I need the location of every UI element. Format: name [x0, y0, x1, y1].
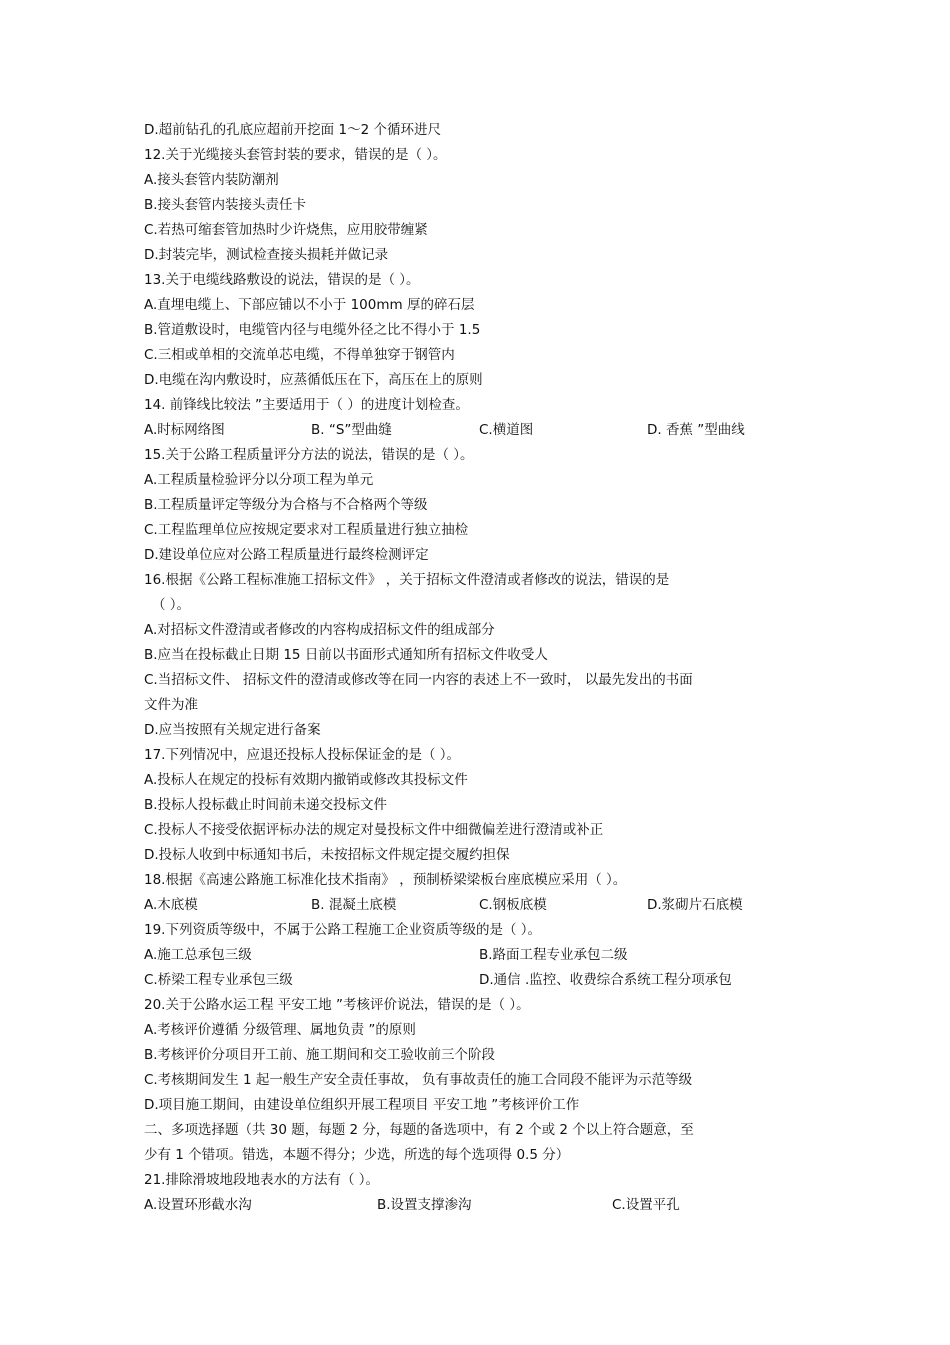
option-text: D.通信 .监控、收费综合系统工程分项承包	[479, 972, 732, 988]
text-line: 15.关于公路工程质量评分方法的说法，错误的是（ ）。	[144, 447, 474, 463]
text-line: A.对招标文件澄清或者修改的内容构成招标文件的组成部分	[144, 622, 495, 638]
text-line: C.三相或单相的交流单芯电缆，不得单独穿于钢管内	[144, 347, 455, 363]
option-text: D. 香蕉 ”型曲线	[647, 422, 745, 438]
text-line: A.投标人在规定的投标有效期内撤销或修改其投标文件	[144, 772, 468, 788]
text-line: 16.根据《公路工程标准施工招标文件》 ，关于招标文件澄清或者修改的说法，错误的是	[144, 572, 670, 588]
text-line: D.建设单位应对公路工程质量进行最终检测评定	[144, 547, 429, 563]
text-line: C.投标人不接受依据评标办法的规定对曼投标文件中细微偏差进行澄清或补正	[144, 822, 604, 838]
text-line: 文件为准	[144, 697, 198, 713]
exam-text	[144, 118, 804, 1218]
text-line: C.考核期间发生 1 起一般生产安全责任事故， 负有事故责任的施工合同段不能评为示范等级	[144, 1072, 693, 1088]
option-text: B.路面工程专业承包二级	[479, 947, 628, 963]
text-line: A.直埋电缆上、下部应铺以不小于 100mm 厚的碎石层	[144, 297, 475, 313]
text-line: D.电缆在沟内敷设时，应蒸循低压在下，高压在上的原则	[144, 372, 483, 388]
text-line: 18.根据《高速公路施工标准化技术指南》 ，预制桥梁梁板台座底模应采用（ ）。	[144, 872, 627, 888]
text-line: 12.关于光缆接头套管封装的要求，错误的是（ ）。	[144, 147, 447, 163]
text-line: A.考核评价遵循 分级管理、属地负责 ”的原则	[144, 1022, 416, 1038]
text-line	[144, 968, 804, 993]
text-line: 20.关于公路水运工程 平安工地 ”考核评价说法，错误的是（ ）。	[144, 997, 530, 1013]
text-line: D.超前钻孔的孔底应超前开挖面 1～2 个循环进尺	[144, 122, 441, 138]
option-text: A.木底模	[144, 897, 198, 913]
option-text: B.设置支撑渗沟	[377, 1197, 472, 1213]
text-line: 14. 前锋线比较法 ”主要适用于（ ）的进度计划检查。	[144, 397, 469, 413]
text-line: D.封装完毕，测试检查接头损耗并做记录	[144, 247, 389, 263]
text-line: D.投标人收到中标通知书后，未按招标文件规定提交履约担保	[144, 847, 510, 863]
text-line: B.考核评价分项目开工前、施工期间和交工验收前三个阶段	[144, 1047, 496, 1063]
option-text: D.浆砌片石底模	[647, 897, 743, 913]
text-line: B.工程质量评定等级分为合格与不合格两个等级	[144, 497, 428, 513]
text-line: B.应当在投标截止日期 15 日前以书面形式通知所有招标文件收受人	[144, 647, 548, 663]
text-line	[144, 1193, 804, 1218]
option-text: C.桥梁工程专业承包三级	[144, 972, 293, 988]
text-line: 17.下列情况中，应退还投标人投标保证金的是（ ）。	[144, 747, 461, 763]
text-line: C.若热可缩套管加热时少许烧焦，应用胶带缠紧	[144, 222, 428, 238]
text-line: B.投标人投标截止时间前未递交投标文件	[144, 797, 388, 813]
option-text: A.施工总承包三级	[144, 947, 252, 963]
text-line: D.应当按照有关规定进行备案	[144, 722, 321, 738]
text-line	[144, 943, 804, 968]
text-line: （ ）。	[152, 597, 191, 613]
text-line: C.当招标文件、 招标文件的澄清或修改等在同一内容的表述上不一致时， 以最先发出的书面	[144, 672, 693, 688]
text-line: C.工程监理单位应按规定要求对工程质量进行独立抽检	[144, 522, 469, 538]
option-text: C.横道图	[479, 422, 534, 438]
text-line: 二、多项选择题（共 30 题，每题 2 分，每题的备选项中，有 2 个或 2 个以上符合题意，至	[144, 1122, 694, 1138]
option-text: C.设置平孔	[612, 1197, 680, 1213]
text-line: 21.排除滑坡地段地表水的方法有（ ）。	[144, 1172, 380, 1188]
option-text: B. “S”型曲缝	[311, 422, 392, 438]
text-line: D.项目施工期间，由建设单位组织开展工程项目 平安工地 ”考核评价工作	[144, 1097, 580, 1113]
text-line: 19.下列资质等级中，不属于公路工程施工企业资质等级的是（ ）。	[144, 922, 542, 938]
option-text: B. 混凝土底模	[311, 897, 397, 913]
text-line: A.接头套管内装防潮剂	[144, 172, 279, 188]
text-line: A.工程质量检验评分以分项工程为单元	[144, 472, 374, 488]
option-text: C.钢板底模	[479, 897, 547, 913]
option-text: A.设置环形截水沟	[144, 1197, 252, 1213]
text-line	[144, 893, 804, 918]
text-line: B.管道敷设时，电缆管内径与电缆外径之比不得小于 1.5	[144, 322, 481, 338]
text-line: B.接头套管内装接头责任卡	[144, 197, 307, 213]
option-text: A.时标网络图	[144, 422, 225, 438]
text-line: 13.关于电缆线路敷设的说法，错误的是（ ）。	[144, 272, 420, 288]
text-line: 少有 1 个错项。错选，本题不得分；少选，所选的每个选项得 0.5 分）	[144, 1147, 570, 1163]
text-line	[144, 418, 804, 443]
